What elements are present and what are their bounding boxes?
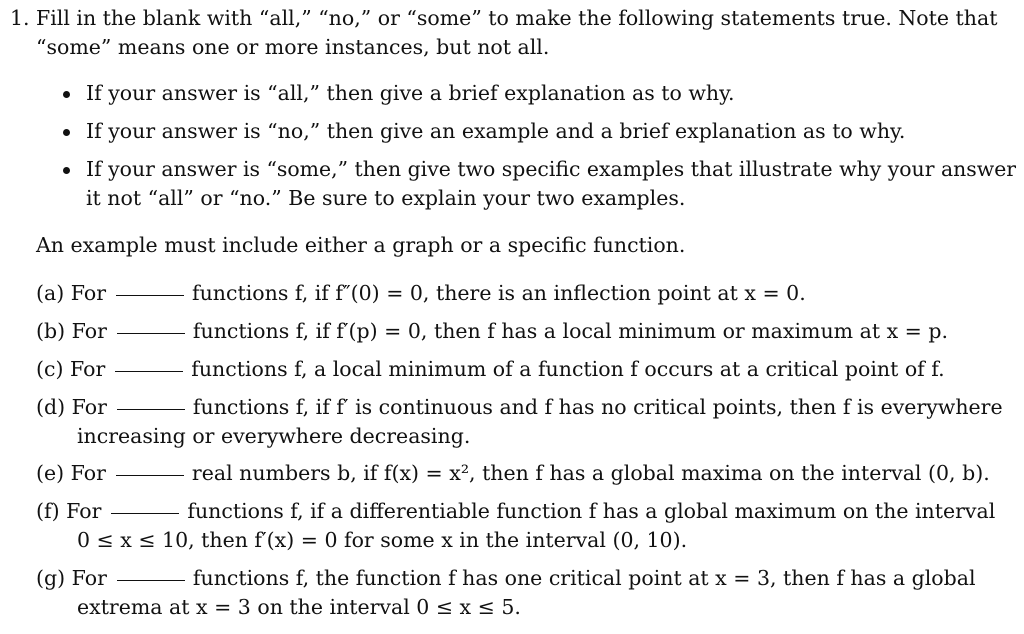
- answer-blank[interactable]: [115, 371, 183, 372]
- answer-blank[interactable]: [116, 295, 184, 296]
- part-label: (a): [36, 281, 65, 305]
- part-label: (f): [36, 499, 60, 523]
- bullet-marker: [63, 91, 70, 98]
- part-d-continuation: increasing or everywhere decreasing.: [77, 424, 471, 448]
- bullet-some-line-1: If your answer is “some,” then give two specific examples that illustrate why your answer: [86, 157, 1017, 181]
- part-label: (d): [36, 395, 66, 419]
- part-label: (e): [36, 461, 65, 485]
- part-g: [36, 566, 976, 590]
- bullet-some-line-2: it not “all” or “no.” Be sure to explain your two examples.: [86, 186, 686, 210]
- part-label: (g): [36, 566, 66, 590]
- part-f-continuation: 0 ≤ x ≤ 10, then f′(x) = 0 for some x in the interval (0, 10).: [77, 528, 688, 552]
- part-lead: For: [70, 461, 106, 485]
- answer-blank[interactable]: [117, 333, 185, 334]
- part-lead: For: [66, 499, 102, 523]
- answer-blank[interactable]: [117, 580, 185, 581]
- part-b: [36, 319, 948, 343]
- part-label: (c): [36, 357, 64, 381]
- part-lead: For: [71, 395, 107, 419]
- part-d: [36, 395, 1003, 419]
- bullet-all: If your answer is “all,” then give a brief explanation as to why.: [86, 81, 735, 105]
- bullet-marker: [63, 167, 70, 174]
- part-text: functions f, if f′(p) = 0, then f has a local minimum or maximum at x = p.: [192, 319, 948, 343]
- intro-line-2: “some” means one or more instances, but not all.: [36, 35, 550, 59]
- answer-blank[interactable]: [117, 409, 185, 410]
- answer-blank[interactable]: [116, 475, 184, 476]
- part-c: [36, 357, 945, 381]
- part-f: [36, 499, 995, 523]
- bullet-no: If your answer is “no,” then give an example and a brief explanation as to why.: [86, 119, 906, 143]
- intro-line-1: Fill in the blank with “all,” “no,” or “some” to make the following statements true. Note that: [36, 6, 998, 30]
- part-text: real numbers b, if f(x) = x², then f has a global maxima on the interval (0, b).: [191, 461, 990, 485]
- part-text: functions f, if f″(0) = 0, there is an inflection point at x = 0.: [192, 281, 806, 305]
- part-g-continuation: extrema at x = 3 on the interval 0 ≤ x ≤ 5.: [77, 595, 521, 619]
- answer-blank[interactable]: [111, 513, 179, 514]
- part-lead: For: [71, 319, 107, 343]
- part-label: (b): [36, 319, 66, 343]
- part-lead: For: [70, 281, 106, 305]
- part-e: [36, 461, 990, 485]
- bullet-marker: [63, 129, 70, 136]
- part-lead: For: [70, 357, 106, 381]
- part-lead: For: [71, 566, 107, 590]
- part-a: [36, 281, 806, 305]
- part-text: functions f, a local minimum of a function f occurs at a critical point of f.: [191, 357, 945, 381]
- part-text: functions f, the function f has one critical point at x = 3, then f has a global: [192, 566, 976, 590]
- problem-number: 1.: [10, 6, 30, 30]
- example-note: An example must include either a graph or a specific function.: [36, 233, 686, 257]
- part-text: functions f, if f′ is continuous and f has no critical points, then f is everywhere: [192, 395, 1003, 419]
- part-text: functions f, if a differentiable function f has a global maximum on the interval: [187, 499, 996, 523]
